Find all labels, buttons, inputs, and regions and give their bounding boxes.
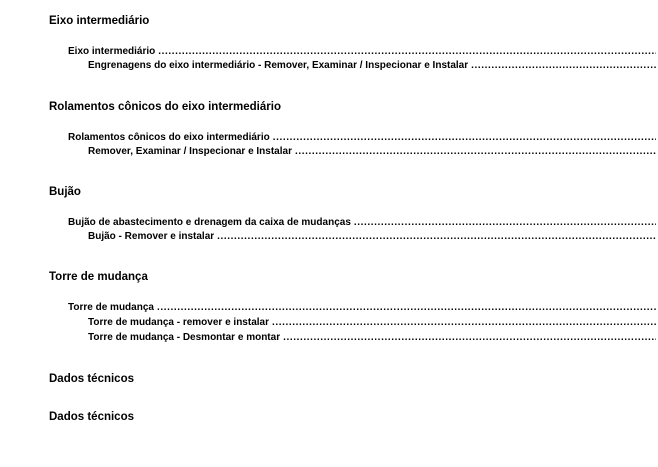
toc-entry-label: Bujão - Remover e instalar (88, 231, 215, 242)
section-title-rolamentos-conicos: Rolamentos cônicos do eixo intermediário (49, 101, 281, 113)
toc-entry-eixo-intermediario[interactable] (68, 45, 656, 58)
section-title-eixo-intermediario: Eixo intermediário (49, 15, 150, 27)
toc-entry-engrenagens[interactable] (88, 59, 656, 72)
section-title-bujao: Bujão (49, 186, 81, 198)
toc-entry-label: Engrenagens do eixo intermediário - Remover, Examinar / Inspecionar e Instalar (88, 60, 469, 71)
toc-entry-label: Eixo intermediário (68, 46, 156, 57)
section-title-torre-de-mudanca: Torre de mudança (49, 271, 148, 283)
toc-entry-torre-de-mudanca[interactable] (68, 301, 656, 314)
toc-entry-torre-remover-instalar[interactable] (88, 316, 656, 329)
toc-entry-remover-examinar[interactable] (88, 145, 656, 158)
dot-leader (273, 131, 656, 144)
toc-entry-bujao-abastecimento[interactable] (68, 216, 656, 229)
dot-leader (354, 216, 656, 229)
dot-leader (157, 301, 656, 314)
toc-entry-label: Remover, Examinar / Inspecionar e Instalar (88, 146, 292, 157)
dot-leader (471, 59, 656, 72)
toc-entry-label: Torre de mudança - remover e instalar (88, 317, 269, 328)
toc-entry-label: Torre de mudança (68, 302, 154, 313)
toc-entry-torre-desmontar-montar[interactable] (88, 331, 656, 344)
dot-leader (283, 331, 656, 344)
dot-leader (272, 316, 656, 329)
dot-leader (158, 45, 656, 58)
section-title-dados-tecnicos[interactable]: Dados técnicos (49, 373, 134, 385)
toc-entry-rolamentos-conicos[interactable] (68, 131, 656, 144)
dot-leader (295, 145, 656, 158)
dot-leader (217, 230, 656, 243)
toc-entry-label: Torre de mudança - Desmontar e montar (88, 332, 281, 343)
toc-entry-label: Rolamentos cônicos do eixo intermediário (68, 132, 270, 143)
section-title-dados-tecnicos-2[interactable]: Dados técnicos (49, 411, 134, 423)
toc-entry-label: Bujão de abastecimento e drenagem da caixa de mudanças (68, 217, 351, 228)
toc-entry-bujao-remover[interactable] (88, 230, 656, 243)
